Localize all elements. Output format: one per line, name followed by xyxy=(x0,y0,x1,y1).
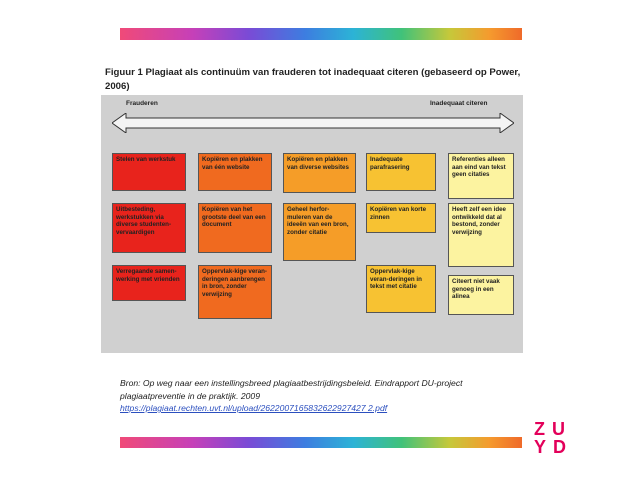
source-link[interactable]: https://plagiaat.rechten.uvt.nl/upload/2622007165832622927427 2.pdf xyxy=(120,403,388,413)
caption-line-1: Bron: Op weg naar een instellingsbreed plagiaatbestrijdingsbeleid. Eindrapport DU-project xyxy=(120,378,463,388)
label-inadequaat-citeren: Inadequaat citeren xyxy=(430,100,488,107)
box-uitbesteding: Uitbesteding, werkstukken via diverse studenten-vervaardigen xyxy=(112,203,186,253)
box-kopieren-groot-deel: Kopiëren van het grootste deel van een document xyxy=(198,203,272,253)
box-kopieren-diverse-websites: Kopiëren en plakken van diverse websites xyxy=(283,153,356,193)
bottom-color-bar xyxy=(120,437,522,448)
figure-title: Figuur 1 Plagiaat als continuüm van frauderen tot inadequaat citeren (gebaseerd op Power, 2006) xyxy=(105,67,521,92)
box-stelen-werkstuk: Stelen van werkstuk xyxy=(112,153,186,191)
double-arrow xyxy=(112,113,514,133)
box-kopieren-een-website: Kopiëren en plakken van één website xyxy=(198,153,272,191)
box-inadequate-parafrasering: Inadequate parafrasering xyxy=(366,153,436,191)
top-color-bar xyxy=(120,28,522,40)
box-samenwerking: Verregaande samen-werking met vrienden xyxy=(112,265,186,301)
zuyd-logo xyxy=(534,420,578,456)
box-herformuleren: Geheel herfor-muleren van de ideeën van een bron, zonder citatie xyxy=(283,203,356,261)
box-citeert-niet-vaak: Citeert niet vaak genoeg in een alinea xyxy=(448,275,514,315)
box-idee-ontwikkeld: Heeft zelf een idee ontwikkeld dat al bestond, zonder verwijzing xyxy=(448,203,514,267)
box-kopieren-korte-zinnen: Kopiëren van korte zinnen xyxy=(366,203,436,233)
logo-text: ZUYD xyxy=(534,419,574,457)
label-frauderen: Frauderen xyxy=(126,100,158,107)
box-oppervlakkig-met-citatie: Oppervlak-kige veran-deringen in tekst met citatie xyxy=(366,265,436,313)
box-oppervlakkig-zonder-verwijzing: Oppervlak-kige veran-deringen aanbrengen in bron, zonder verwijzing xyxy=(198,265,272,319)
caption-line-2: plagiaatpreventie in de praktijk. 2009 xyxy=(120,390,260,401)
source-caption xyxy=(120,377,560,415)
box-referenties-eind: Referenties alleen aan eind van tekst geen citaties xyxy=(448,153,514,199)
